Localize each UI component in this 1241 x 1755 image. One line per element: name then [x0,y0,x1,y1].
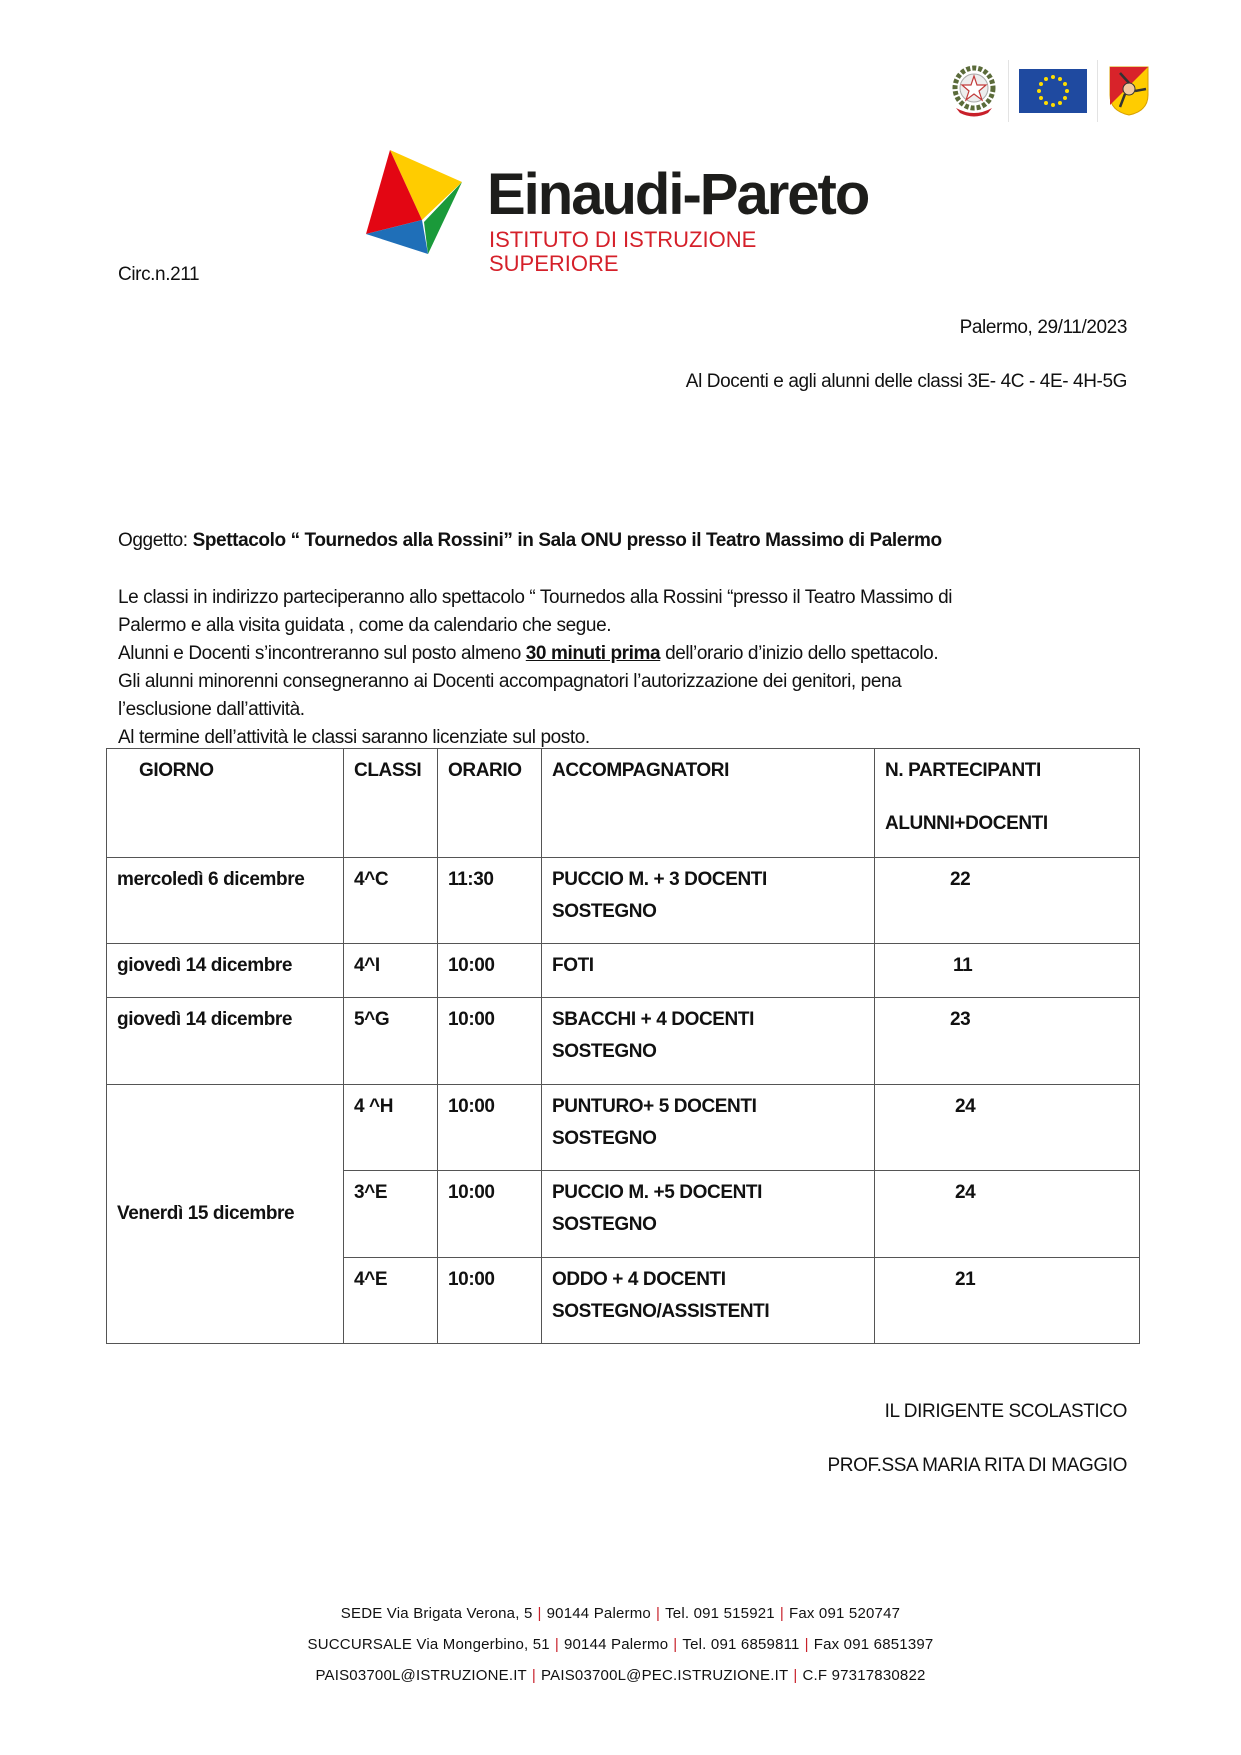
header-orario: ORARIO [438,749,542,858]
footer-contacts: PAIS03700L@ISTRUZIONE.IT | PAIS03700L@PEC.ISTRUZIONE.IT | C.F 97317830822 [315,1667,926,1684]
body-text [118,584,952,752]
footer-succursale: SUCCURSALE Via Mongerbino, 51 | 90144 Palermo | Tel. 091 6859811 | Fax 091 6851397 [307,1636,934,1653]
footer-sede: SEDE Via Brigata Verona, 5 | 90144 Palermo | Tel. 091 515921 | Fax 091 520747 [340,1605,901,1622]
institutional-emblems [950,58,1150,124]
italian-republic-emblem-icon [950,58,998,124]
logo-mark-icon [362,148,472,258]
divider [1097,60,1098,122]
sicily-region-emblem-icon [1108,58,1150,124]
subject-label: Oggetto: [118,530,193,551]
place-date: Palermo, 29/11/2023 [959,317,1127,338]
table-row: giovedì 14 dicembre 4^I 10:00 FOTI 11 [107,944,1140,998]
signature-name: PROF.SSA MARIA RITA DI MAGGIO [827,1455,1127,1476]
header-partecipanti: N. PARTECIPANTI ALUNNI+DOCENTI [875,749,1140,858]
eu-flag-icon [1019,58,1087,124]
body-line: Alunni e Docenti s’incontreranno sul posto almeno 30 minuti prima dell’orario d’inizio dello spettacolo. [118,643,939,664]
table-header-row [107,749,1140,858]
header-giorno: GIORNO [107,749,344,858]
divider [1008,60,1009,122]
table-row: Venerdì 15 dicembre 4 ^H 10:00 PUNTURO+ 5 DOCENTI SOSTEGNO 24 [107,1085,1140,1171]
emphasis-30-minuti: 30 minuti prima [525,643,661,664]
table-row: giovedì 14 dicembre 5^G 10:00 SBACCHI + 4 DOCENTI SOSTEGNO 23 [107,998,1140,1085]
body-line: Al termine dell’attività le classi saranno licenziate sul posto. [118,727,590,748]
header-accompagnatori: ACCOMPAGNATORI [542,749,875,858]
subject-text: Spettacolo “ Tournedos alla Rossini” in Sala ONU presso il Teatro Massimo di Palermo [192,530,942,551]
table-row: mercoledì 6 dicembre 4^C 11:30 PUCCIO M. + 3 DOCENTI SOSTEGNO 22 [107,858,1140,944]
logo-subtitle: ISTITUTO DI ISTRUZIONE SUPERIORE [489,227,757,276]
header-classi: CLASSI [344,749,438,858]
circular-number: Circ.n.211 [118,264,200,285]
body-line: Palermo e alla visita guidata , come da calendario che segue. [118,615,612,636]
body-line: Le classi in indirizzo parteciperanno allo spettacolo “ Tournedos alla Rossini “presso il Teatro Massimo di [118,587,953,608]
subject-line [118,530,942,552]
pec-email-link[interactable]: PAIS03700L@PEC.ISTRUZIONE.IT [541,1667,789,1684]
signature-role: IL DIRIGENTE SCOLASTICO [884,1401,1127,1422]
body-line: l’esclusione dall’attività. [118,699,305,720]
recipients: Al Docenti e agli alunni delle classi 3E- 4C - 4E- 4H-5G [685,371,1127,392]
logo-title: Einaudi-Pareto [487,162,869,227]
body-line: Gli alunni minorenni consegneranno ai Docenti accompagnatori l’autorizzazione dei genitori, pena [118,671,902,692]
email-link[interactable]: PAIS03700L@ISTRUZIONE.IT [315,1667,527,1684]
table-row: 4^E 10:00 ODDO + 4 DOCENTI SOSTEGNO/ASSISTENTI 21 [107,1258,1140,1344]
table-row: 3^E 10:00 PUCCIO M. +5 DOCENTI SOSTEGNO 24 [107,1171,1140,1258]
schedule-table [106,748,1140,1344]
school-logo [362,148,882,276]
